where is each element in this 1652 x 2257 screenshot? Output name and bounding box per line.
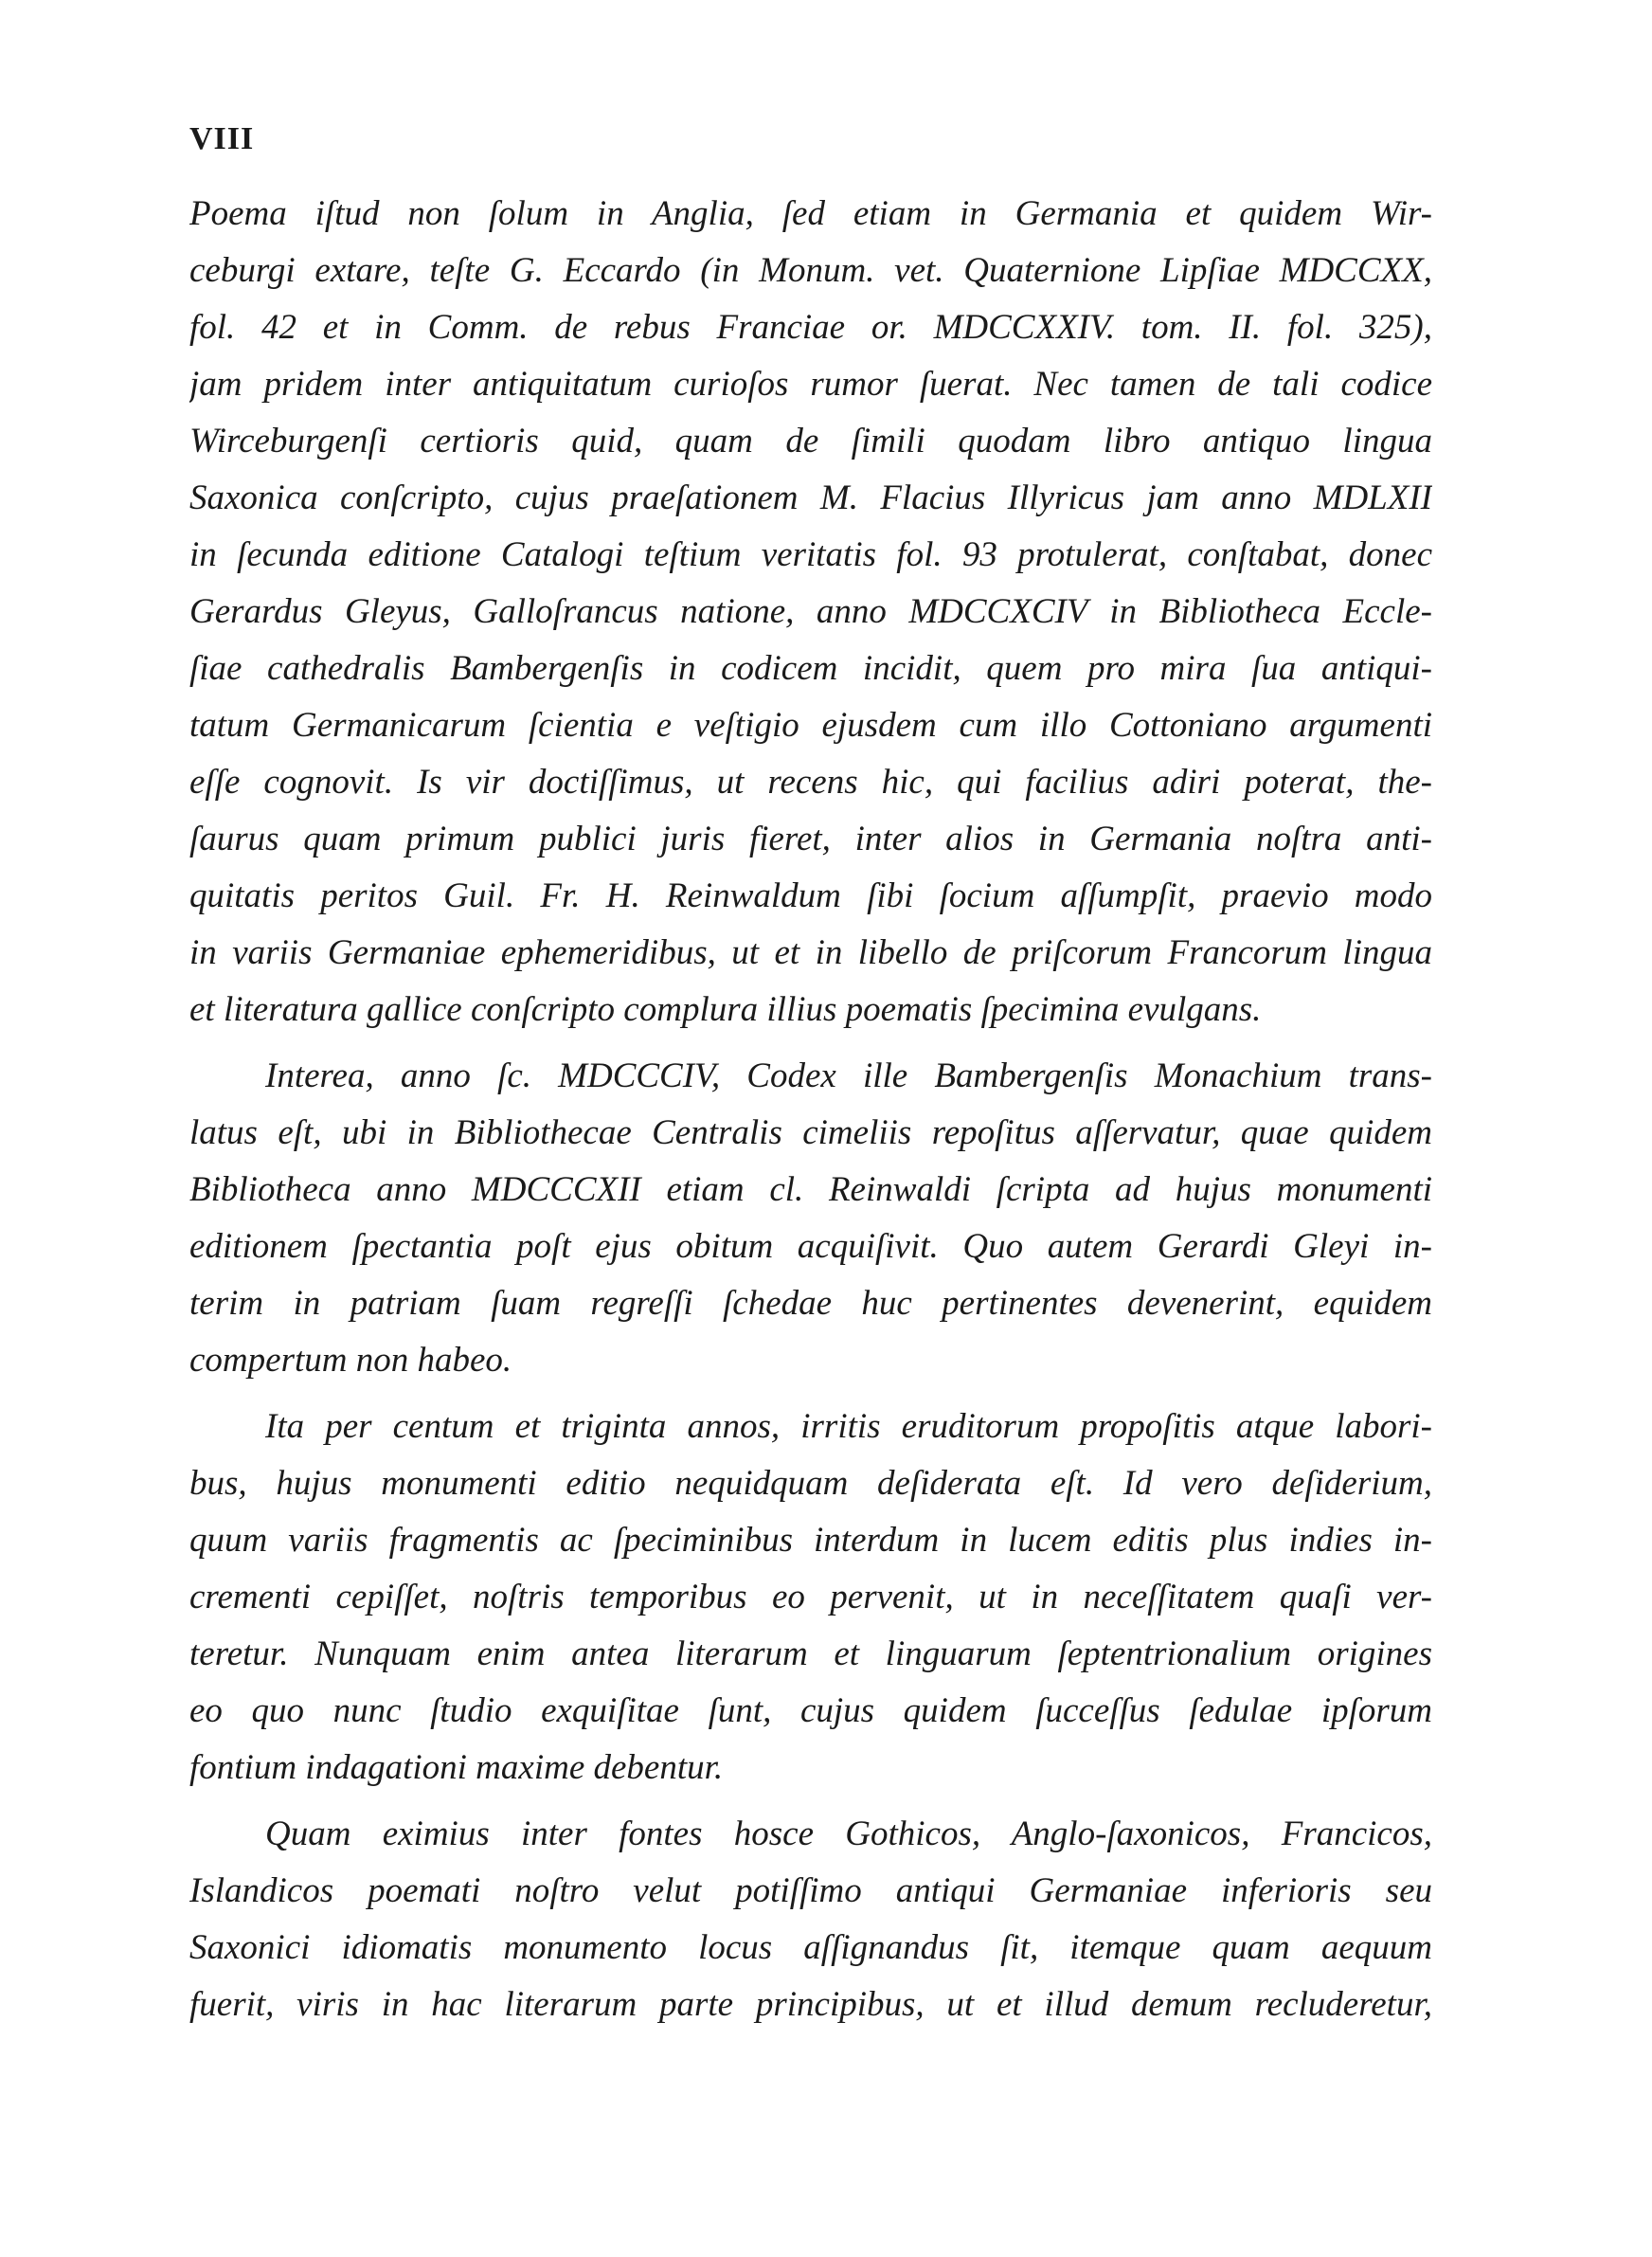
text-line: eo quo nunc ſtudio exquiſitae ſunt, cujus quidem ſucceſſus ſedulae ipſorum <box>189 1691 1432 1730</box>
text-line: quum variis fragmentis ac ſpeciminibus interdum in lucem editis plus indies in- <box>189 1521 1432 1560</box>
paragraph-4 <box>189 1806 1432 2033</box>
text-line: fol. 42 et in Comm. de rebus Franciae or. MDCCXXIV. tom. II. fol. 325), <box>189 308 1432 347</box>
text-line: Islandicos poemati noſtro velut potiſſimo antiqui Germaniae inferioris seu <box>189 1871 1432 1910</box>
text-line: Saxonici idiomatis monumento locus aſſignandus ſit, itemque quam aequum <box>189 1928 1432 1967</box>
paragraph-2 <box>189 1048 1432 1389</box>
text-line: Saxonica conſcripto, cujus praeſationem M. Flacius Illyricus jam anno MDLXII <box>189 478 1432 517</box>
text-line: Gerardus Gleyus, Galloſrancus natione, anno MDCCXCIV in Bibliotheca Eccle- <box>189 592 1432 631</box>
text-line: ſaurus quam primum publici juris fieret, inter alios in Germania noſtra anti- <box>189 820 1432 858</box>
text-line: bus, hujus monumenti editio nequidquam deſiderata eſt. Id vero deſiderium, <box>189 1464 1432 1503</box>
text-line: Bibliotheca anno MDCCCXII etiam cl. Reinwaldi ſcripta ad hujus monumenti <box>189 1170 1432 1209</box>
page-number: VIII <box>189 121 255 156</box>
text-line: Wirceburgenſi certioris quid, quam de ſimili quodam libro antiquo lingua <box>189 422 1432 460</box>
paragraph-1 <box>189 186 1432 1038</box>
text-line: fuerit, viris in hac literarum parte principibus, ut et illud demum recluderetur, <box>189 1985 1432 2024</box>
text-line: ceburgi extare, teſte G. Eccardo (in Monum. vet. Quaternione Lipſiae MDCCXX, <box>189 251 1432 290</box>
text-line: et literatura gallice conſcripto complura illius poematis ſpecimina evulgans. <box>189 990 1262 1029</box>
text-line: Interea, anno ſc. MDCCCIV, Codex ille Bambergenſis Monachium trans- <box>265 1056 1432 1095</box>
text-line: Quam eximius inter fontes hosce Gothicos, Anglo-ſaxonicos, Francicos, <box>265 1815 1432 1853</box>
text-line: in ſecunda editione Catalogi teſtium veritatis fol. 93 protulerat, conſtabat, donec <box>189 535 1432 574</box>
text-line: fontium indagationi maxime debentur. <box>189 1748 724 1787</box>
text-line: tatum Germanicarum ſcientia e veſtigio ejusdem cum illo Cottoniano argumenti <box>189 706 1432 745</box>
text-line: Ita per centum et triginta annos, irritis eruditorum propoſitis atque labori- <box>265 1407 1432 1446</box>
text-line: Poema iſtud non ſolum in Anglia, ſed etiam in Germania et quidem Wir- <box>189 194 1432 233</box>
text-line: in variis Germaniae ephemeridibus, ut et in libello de priſcorum Francorum lingua <box>189 933 1432 972</box>
text-line: eſſe cognovit. Is vir doctiſſimus, ut recens hic, qui facilius adiri poterat, the- <box>189 763 1432 802</box>
text-line: crementi cepiſſet, noſtris temporibus eo pervenit, ut in neceſſitatem quaſi ver- <box>189 1578 1432 1616</box>
text-line: compertum non habeo. <box>189 1341 512 1380</box>
text-line: teretur. Nunquam enim antea literarum et linguarum ſeptentrionalium origines <box>189 1634 1432 1673</box>
text-line: ſiae cathedralis Bambergenſis in codicem incidit, quem pro mira ſua antiqui- <box>189 649 1432 688</box>
text-line: jam pridem inter antiquitatum curioſos rumor ſuerat. Nec tamen de tali codice <box>189 365 1432 404</box>
text-line: editionem ſpectantia poſt ejus obitum acquiſivit. Quo autem Gerardi Gleyi in- <box>189 1227 1432 1266</box>
text-line: quitatis peritos Guil. Fr. H. Reinwaldum ſibi ſocium aſſumpſit, praevio modo <box>189 876 1432 915</box>
text-line: latus eſt, ubi in Bibliothecae Centralis cimeliis repoſitus aſſervatur, quae quidem <box>189 1113 1432 1152</box>
text-line: terim in patriam ſuam regreſſi ſchedae huc pertinentes devenerint, equidem <box>189 1284 1432 1323</box>
body-text <box>189 186 1432 2033</box>
paragraph-3 <box>189 1399 1432 1797</box>
